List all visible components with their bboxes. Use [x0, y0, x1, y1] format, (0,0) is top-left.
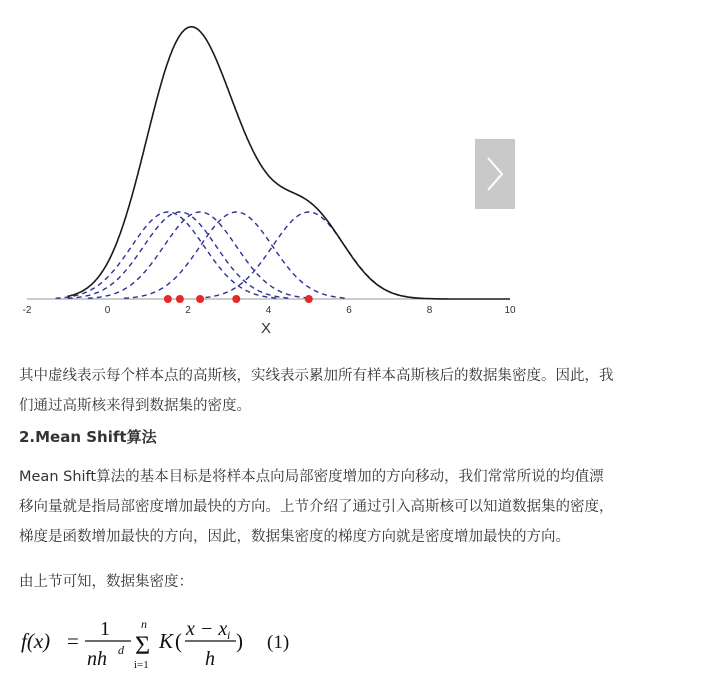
x-tick-label: 0	[104, 305, 111, 316]
section-heading: 2.Mean Shift算法	[19, 428, 157, 446]
kernel-curves	[56, 212, 421, 298]
kernel-curve-5	[197, 212, 422, 298]
x-tick-label: 10	[504, 305, 516, 316]
p2-line-3: 梯度是函数增加最快的方向，因此，数据集密度的梯度方向就是密度增加最快的方向。	[19, 529, 570, 545]
formula-den: nh	[87, 648, 107, 670]
formula-rparen: )	[236, 629, 243, 653]
x-tick-label: -2	[22, 305, 32, 316]
formula-frac-num: x − x	[186, 618, 228, 640]
paragraph-mean-shift	[19, 462, 684, 552]
formula-lparen: (	[175, 629, 182, 653]
chevron-right-icon	[485, 156, 505, 192]
sample-point-1	[164, 295, 172, 303]
formula-frac-den: h	[205, 648, 215, 670]
sample-point-3	[196, 295, 204, 303]
sample-point-2	[176, 295, 184, 303]
formula-frac-sub: i	[227, 628, 231, 642]
formula-lhs: f(x)	[21, 629, 51, 653]
formula-K: K	[159, 629, 174, 653]
formula-sum: Σ	[135, 631, 151, 660]
x-tick-label: 2	[185, 305, 191, 316]
p1-line-1: 其中虚线表示每个样本点的高斯核，实线表示累加所有样本高斯核后的数据集密度。因此，我	[19, 368, 614, 384]
formula-one: 1	[100, 618, 110, 640]
formula-sum-bottom: i=1	[134, 659, 149, 671]
formula-number: (1)	[267, 632, 290, 653]
density-curve	[67, 27, 510, 299]
formula-equals: =	[67, 629, 79, 653]
density-formula	[21, 610, 321, 680]
x-tick-label: 6	[346, 305, 352, 316]
kernel-curve-4	[124, 212, 349, 298]
formula-sum-top: n	[141, 617, 147, 631]
paragraph-density-intro	[19, 567, 684, 597]
formula-den-sup: d	[118, 643, 124, 657]
p1-line-2: 们通过高斯核来得到数据集的密度。	[19, 398, 251, 414]
sample-point-5	[305, 295, 313, 303]
x-axis-label: X	[260, 320, 272, 337]
x-tick-label: 4	[265, 305, 272, 316]
p3-text: 由上节可知，数据集密度：	[19, 574, 193, 590]
next-button[interactable]	[475, 139, 515, 209]
p2-line-1: Mean Shift算法的基本目标是将样本点向局部密度增加的方向移动，我们常常所说的均值漂	[19, 469, 604, 485]
x-tick-labels	[23, 305, 516, 316]
paragraph-kde-explanation	[19, 361, 684, 421]
p2-line-2: 移向量就是指局部密度增加最快的方向。上节介绍了通过引入高斯核可以知道数据集的密度，	[19, 499, 614, 515]
sample-point-4	[232, 295, 240, 303]
kernel-curve-2	[68, 212, 293, 298]
kde-figure	[0, 0, 540, 345]
x-tick-label: 8	[426, 305, 433, 316]
